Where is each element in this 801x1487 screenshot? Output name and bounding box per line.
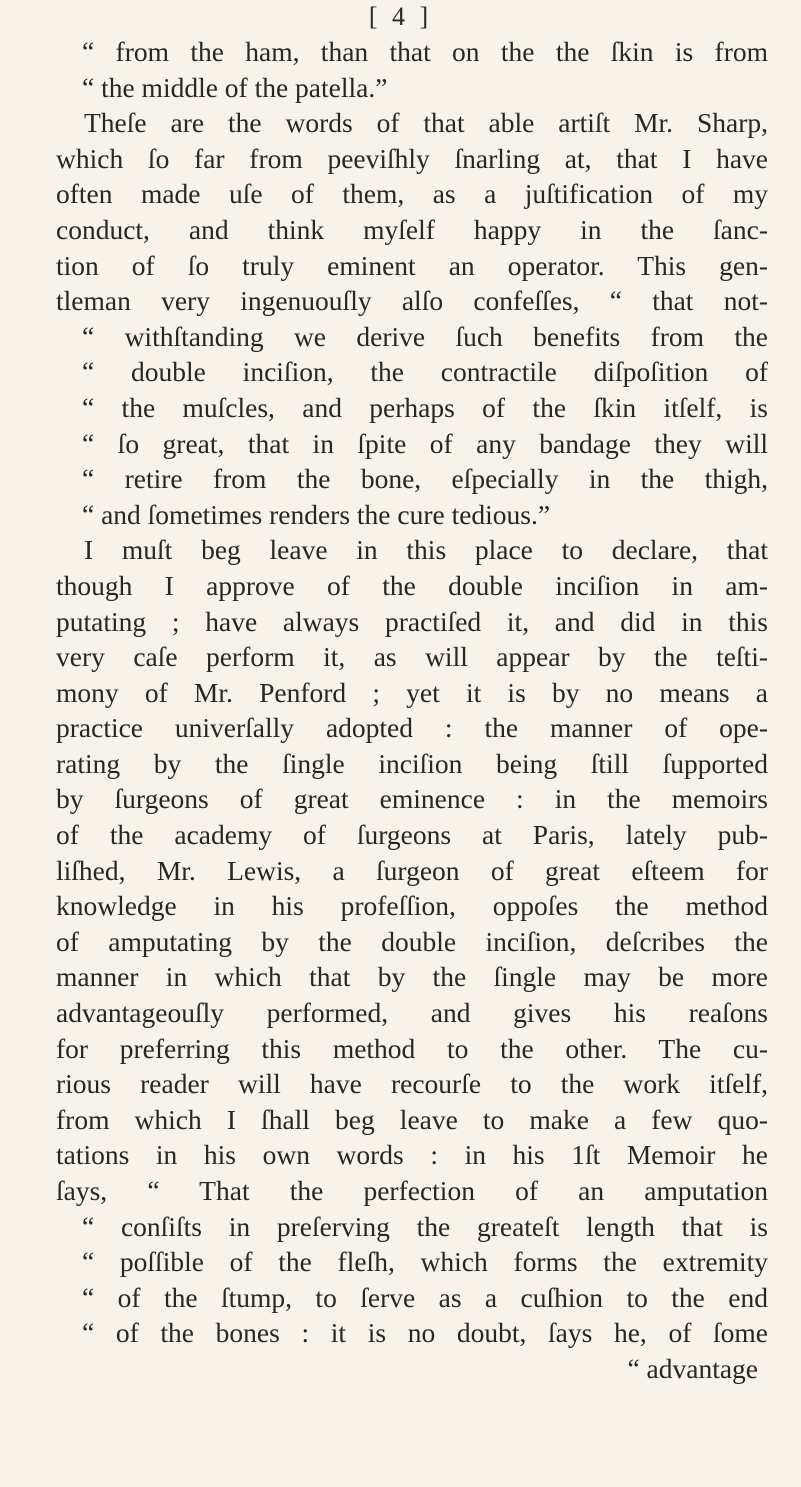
page-number: [ 4 ]: [368, 2, 433, 31]
text-line: tleman very ingenuouſly alſo confeſſes, “ that not-: [56, 285, 768, 317]
text-line: “ and ſometimes renders the cure tedious.”: [82, 498, 551, 530]
text-line: “ of the bones : it is no doubt, ſays he, of ſome: [82, 1317, 768, 1349]
text-line: often made uſe of them, as a juſtification of my: [56, 178, 768, 210]
text-line: manner in which that by the ſingle may be more: [56, 961, 768, 993]
text-line: “ the middle of the patella.”: [82, 71, 388, 103]
text-line: though I approve of the double inciſion in am-: [56, 569, 768, 601]
text-line: knowledge in his profeſſion, oppoſes the method: [56, 890, 768, 922]
text-line: I muſt beg leave in this place to declare, that: [84, 534, 768, 566]
text-line: “ conſiſts in preſerving the greateſt length that is: [82, 1210, 768, 1242]
text-line: mony of Mr. Penford ; yet it is by no means a: [56, 676, 768, 708]
text-line: putating ; have always practiſed it, and did in this: [56, 605, 768, 637]
text-line: very caſe perform it, as will appear by the teſti-: [56, 641, 768, 673]
text-line: tations in his own words : in his 1ſt Memoir he: [56, 1139, 768, 1171]
text-line: “ ſo great, that in ſpite of any bandage they will: [82, 427, 768, 459]
text-line: Theſe are the words of that able artiſt Mr. Sharp,: [84, 107, 768, 139]
body-text: [56, 34, 768, 1387]
text-line: “ the muſcles, and perhaps of the ſkin itſelf, is: [82, 391, 768, 423]
text-line: conduct, and think myſelf happy in the ſanc-: [56, 213, 768, 245]
text-line: from which I ſhall beg leave to make a few quo-: [56, 1103, 768, 1135]
text-line: tion of ſo truly eminent an operator. This gen-: [56, 249, 768, 281]
text-line: of the academy of ſurgeons at Paris, lately pub-: [56, 819, 768, 851]
text-line: of amputating by the double inciſion, deſcribes the: [56, 925, 768, 957]
text-line: “ retire from the bone, eſpecially in the thigh,: [82, 463, 768, 495]
text-line: for preferring this method to the other. The cu-: [56, 1032, 768, 1064]
text-line: liſhed, Mr. Lewis, a ſurgeon of great eſteem for: [56, 854, 768, 886]
text-line: by ſurgeons of great eminence : in the memoirs: [56, 783, 768, 815]
catchword: “ advantage: [627, 1352, 758, 1384]
text-line: which ſo far from peeviſhly ſnarling at, that I have: [56, 142, 768, 174]
text-line: rious reader will have recourſe to the work itſelf,: [56, 1068, 768, 1100]
text-line: practice univerſally adopted : the manner of ope-: [56, 712, 768, 744]
text-line: “ from the ham, than that on the the ſkin is from: [82, 36, 768, 67]
text-line: “ of the ſtump, to ſerve as a cuſhion to the end: [82, 1281, 768, 1313]
text-line: “ withſtanding we derive ſuch benefits from the: [82, 320, 768, 352]
text-line: “ poſſible of the fleſh, which forms the extremity: [82, 1246, 768, 1278]
text-line: rating by the ſingle inciſion being ſtill ſupported: [56, 747, 768, 779]
text-line: advantageouſly performed, and gives his reaſons: [56, 997, 768, 1029]
text-line: ſays, “ That the perfection of an amputation: [56, 1175, 768, 1206]
text-line: “ double inciſion, the contractile diſpoſition of: [82, 356, 768, 388]
